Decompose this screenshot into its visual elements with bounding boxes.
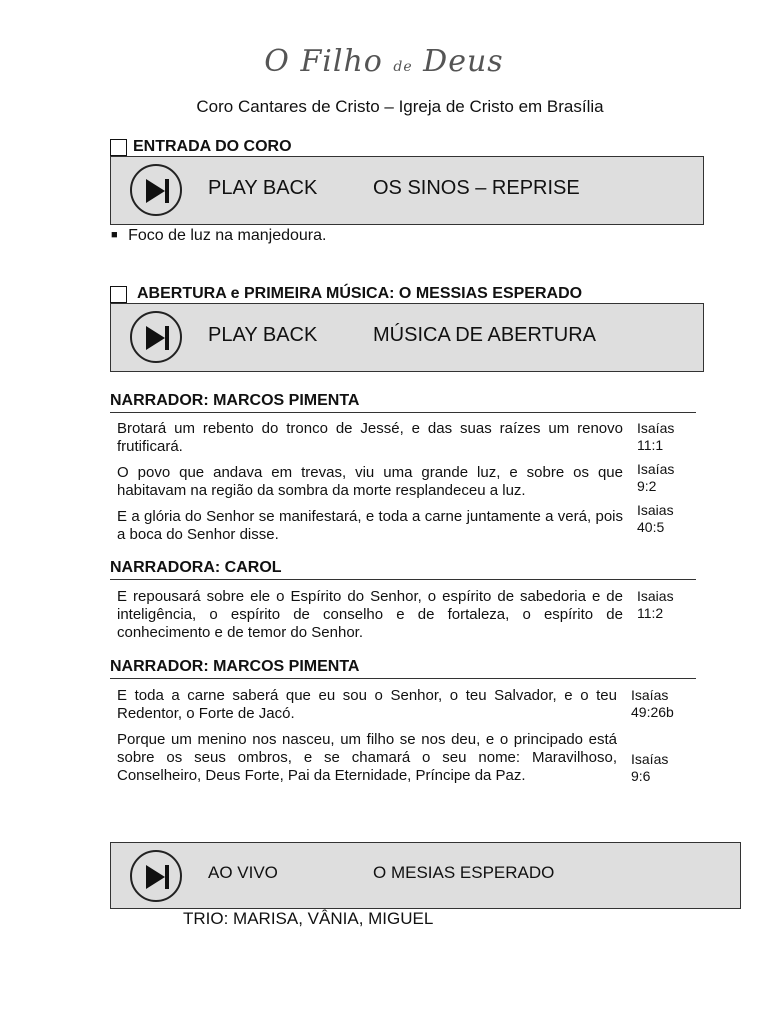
live-panel-messias — [110, 842, 741, 909]
verse-ref: Isaías 49:26b — [631, 687, 674, 720]
logo-o: O — [264, 44, 290, 79]
playback-panel-sinos — [110, 156, 704, 225]
verse-ref: Isaias 11:2 — [637, 588, 674, 621]
bullet-icon: ■ — [111, 229, 118, 241]
play-next-icon[interactable] — [130, 850, 182, 902]
narrator-heading: NARRADOR: MARCOS PIMENTA — [110, 392, 360, 409]
logo-filho: Filho — [300, 44, 383, 79]
play-next-icon[interactable] — [130, 164, 182, 216]
checkbox-entrada[interactable] — [110, 139, 127, 156]
section-entrada-title: ENTRADA DO CORO — [133, 138, 292, 155]
section-entrada — [110, 138, 292, 156]
verse-ref: Isaías 9:6 — [631, 751, 669, 784]
verse-ref: Isaías 11:1 — [637, 420, 675, 453]
bullet-text: Foco de luz na manjedoura. — [128, 227, 327, 244]
section-abertura-title: ABERTURA e PRIMEIRA MÚSICA: O MESSIAS ESPERADO — [137, 285, 583, 302]
trio-text: TRIO: MARISA, VÂNIA, MIGUEL — [183, 909, 434, 928]
logo — [0, 44, 768, 79]
panel-mode: AO VIVO — [208, 863, 278, 882]
verse-text: Porque um menino nos nasceu, um filho se nos deu, e o principado está sobre os seus ombros, e se chamará o seu nome: Maravilhoso, Conselheiro, Deus Forte, Pai da Eternidade, Príncipe da Paz. — [117, 731, 617, 784]
panel-track: MÚSICA DE ABERTURA — [373, 324, 597, 346]
narrator-heading: NARRADOR: MARCOS PIMENTA — [110, 658, 360, 675]
divider — [110, 579, 696, 580]
verse-text: Brotará um rebento do tronco de Jessé, e das suas raízes um renovo frutificará. — [117, 420, 623, 455]
narrator-heading: NARRADORA: CAROL — [110, 559, 282, 576]
verse-text: E toda a carne saberá que eu sou o Senhor, o teu Salvador, e o teu Redentor, o Forte de Jacó. — [117, 687, 617, 722]
panel-mode: PLAY BACK — [208, 324, 318, 346]
checkbox-abertura[interactable] — [110, 286, 127, 303]
verse-ref: Isaías 9:2 — [637, 461, 675, 494]
page-subtitle: Coro Cantares de Cristo – Igreja de Cristo em Brasília — [196, 97, 604, 116]
verse-text: O povo que andava em trevas, viu uma grande luz, e sobre os que habitavam na região da sombra da morte resplandeceu a luz. — [117, 464, 623, 499]
divider — [110, 412, 696, 413]
playback-panel-abertura — [110, 303, 704, 372]
verse-text: E a glória do Senhor se manifestará, e toda a carne juntamente a verá, pois a boca do Senhor disse. — [117, 508, 623, 543]
verse-ref: Isaias 40:5 — [637, 502, 674, 535]
panel-mode: PLAY BACK — [208, 177, 318, 199]
panel-track: OS SINOS – REPRISE — [373, 177, 580, 199]
logo-deus: Deus — [423, 44, 504, 79]
section-abertura — [110, 285, 582, 303]
panel-track: O MESIAS ESPERADO — [373, 863, 555, 882]
bullet-item — [111, 227, 326, 245]
divider — [110, 678, 696, 679]
play-next-icon[interactable] — [130, 311, 182, 363]
logo-de: de — [393, 59, 413, 75]
verse-text: E repousará sobre ele o Espírito do Senhor, o espírito de sabedoria e de inteligência, o espírito de conselho e de fortaleza, o espírito de conhecimento e de temor do Senhor. — [117, 588, 623, 641]
